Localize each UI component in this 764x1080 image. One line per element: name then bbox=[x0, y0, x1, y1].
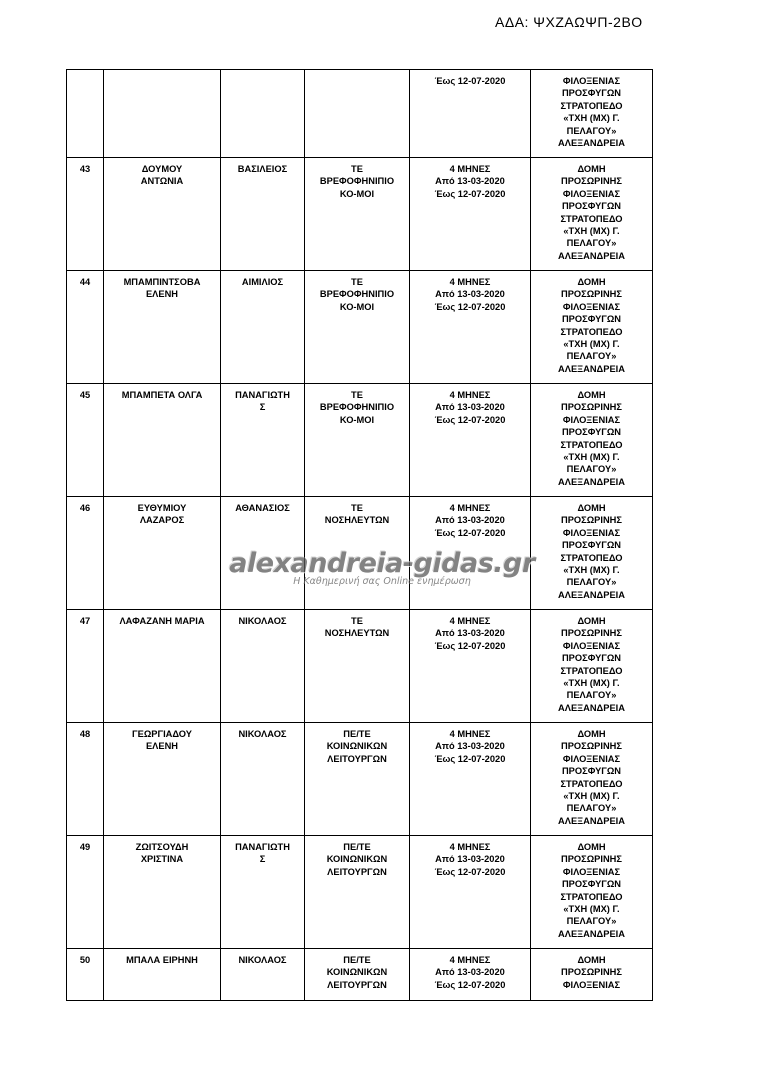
table-row bbox=[67, 271, 653, 384]
cell-location: ΔΟΜΗ ΠΡΟΣΩΡΙΝΗΣ ΦΙΛΟΞΕΝΙΑΣ ΠΡΟΣΦΥΓΩΝ ΣΤΡΑΤΟΠΕΔΟ «ΤΧΗ (ΜΧ) Γ. ΠΕΛΑΓΟΥ» ΑΛΕΞΑΝΔΡΕΙΑ bbox=[531, 271, 653, 384]
ada-code: ΑΔΑ: ΨΧΖΑΩΨΠ-2ΒΟ bbox=[495, 14, 643, 30]
cell-duration: 4 ΜΗΝΕΣ Από 13-03-2020 Έως 12-07-2020 bbox=[410, 158, 531, 271]
cell-father: ΒΑΣΙΛΕΙΟΣ bbox=[221, 158, 305, 271]
cell-specialty: ΤΕ ΝΟΣΗΛΕΥΤΩΝ bbox=[305, 497, 410, 610]
cell-specialty: ΤΕ ΒΡΕΦΟΦΗΝΙΠΙΟ ΚΟ-ΜΟΙ bbox=[305, 271, 410, 384]
cell-location: ΔΟΜΗ ΠΡΟΣΩΡΙΝΗΣ ΦΙΛΟΞΕΝΙΑΣ ΠΡΟΣΦΥΓΩΝ ΣΤΡΑΤΟΠΕΔΟ «ΤΧΗ (ΜΧ) Γ. ΠΕΛΑΓΟΥ» ΑΛΕΞΑΝΔΡΕΙΑ bbox=[531, 158, 653, 271]
cell-number: 49 bbox=[67, 836, 104, 949]
cell-duration: Έως 12-07-2020 bbox=[410, 70, 531, 158]
staff-table bbox=[66, 69, 653, 1001]
table-row bbox=[67, 723, 653, 836]
cell-specialty: ΠΕ/ΤΕ ΚΟΙΝΩΝΙΚΩΝ ΛΕΙΤΟΥΡΓΩΝ bbox=[305, 836, 410, 949]
cell-father: ΠΑΝΑΓΙΩΤΗ Σ bbox=[221, 836, 305, 949]
cell-duration: 4 ΜΗΝΕΣ Από 13-03-2020 Έως 12-07-2020 bbox=[410, 610, 531, 723]
cell-name: ΜΠΑΜΠΙΝΤΣΟΒΑ ΕΛΕΝΗ bbox=[104, 271, 221, 384]
cell-name: ΓΕΩΡΓΙΑΔΟΥ ΕΛΕΝΗ bbox=[104, 723, 221, 836]
cell-location: ΔΟΜΗ ΠΡΟΣΩΡΙΝΗΣ ΦΙΛΟΞΕΝΙΑΣ ΠΡΟΣΦΥΓΩΝ ΣΤΡΑΤΟΠΕΔΟ «ΤΧΗ (ΜΧ) Γ. ΠΕΛΑΓΟΥ» ΑΛΕΞΑΝΔΡΕΙΑ bbox=[531, 610, 653, 723]
cell-name: ΕΥΘΥΜΙΟΥ ΛΑΖΑΡΟΣ bbox=[104, 497, 221, 610]
cell-father: ΝΙΚΟΛΑΟΣ bbox=[221, 610, 305, 723]
cell-number: 46 bbox=[67, 497, 104, 610]
table-row bbox=[67, 949, 653, 1001]
watermark-site: alexandreia-gidas.gr bbox=[229, 548, 535, 579]
cell-duration: 4 ΜΗΝΕΣ Από 13-03-2020 Έως 12-07-2020 bbox=[410, 384, 531, 497]
cell-location: ΔΟΜΗ ΠΡΟΣΩΡΙΝΗΣ ΦΙΛΟΞΕΝΙΑΣ ΠΡΟΣΦΥΓΩΝ ΣΤΡΑΤΟΠΕΔΟ «ΤΧΗ (ΜΧ) Γ. ΠΕΛΑΓΟΥ» ΑΛΕΞΑΝΔΡΕΙΑ bbox=[531, 384, 653, 497]
table-row-continued bbox=[67, 70, 653, 158]
cell-number: 50 bbox=[67, 949, 104, 1001]
table-row bbox=[67, 158, 653, 271]
watermark-tagline: Η Καθημερινή σας Online ενημέρωση bbox=[293, 576, 471, 587]
cell-name: ΜΠΑΛΑ ΕΙΡΗΝΗ bbox=[104, 949, 221, 1001]
cell-father: ΑΙΜΙΛΙΟΣ bbox=[221, 271, 305, 384]
cell-father: ΑΘΑΝΑΣΙΟΣ bbox=[221, 497, 305, 610]
cell-duration: 4 ΜΗΝΕΣ Από 13-03-2020 Έως 12-07-2020 bbox=[410, 949, 531, 1001]
cell-specialty: ΠΕ/ΤΕ ΚΟΙΝΩΝΙΚΩΝ ΛΕΙΤΟΥΡΓΩΝ bbox=[305, 723, 410, 836]
cell-number: 45 bbox=[67, 384, 104, 497]
cell-location: ΔΟΜΗ ΠΡΟΣΩΡΙΝΗΣ ΦΙΛΟΞΕΝΙΑΣ ΠΡΟΣΦΥΓΩΝ ΣΤΡΑΤΟΠΕΔΟ «ΤΧΗ (ΜΧ) Γ. ΠΕΛΑΓΟΥ» ΑΛΕΞΑΝΔΡΕΙΑ bbox=[531, 497, 653, 610]
cell-number: 47 bbox=[67, 610, 104, 723]
cell-father: ΝΙΚΟΛΑΟΣ bbox=[221, 949, 305, 1001]
cell-number bbox=[67, 70, 104, 158]
cell-location: ΔΟΜΗ ΠΡΟΣΩΡΙΝΗΣ ΦΙΛΟΞΕΝΙΑΣ ΠΡΟΣΦΥΓΩΝ ΣΤΡΑΤΟΠΕΔΟ «ΤΧΗ (ΜΧ) Γ. ΠΕΛΑΓΟΥ» ΑΛΕΞΑΝΔΡΕΙΑ bbox=[531, 723, 653, 836]
cell-name: ΛΑΦΑΖΑΝΗ ΜΑΡΙΑ bbox=[104, 610, 221, 723]
cell-father: ΝΙΚΟΛΑΟΣ bbox=[221, 723, 305, 836]
cell-location: ΔΟΜΗ ΠΡΟΣΩΡΙΝΗΣ ΦΙΛΟΞΕΝΙΑΣ ΠΡΟΣΦΥΓΩΝ ΣΤΡΑΤΟΠΕΔΟ «ΤΧΗ (ΜΧ) Γ. ΠΕΛΑΓΟΥ» ΑΛΕΞΑΝΔΡΕΙΑ bbox=[531, 836, 653, 949]
cell-duration: 4 ΜΗΝΕΣ Από 13-03-2020 Έως 12-07-2020 bbox=[410, 723, 531, 836]
cell-number: 44 bbox=[67, 271, 104, 384]
table-row bbox=[67, 384, 653, 497]
cell-father bbox=[221, 70, 305, 158]
cell-specialty: ΤΕ ΒΡΕΦΟΦΗΝΙΠΙΟ ΚΟ-ΜΟΙ bbox=[305, 158, 410, 271]
cell-number: 43 bbox=[67, 158, 104, 271]
cell-number: 48 bbox=[67, 723, 104, 836]
cell-name bbox=[104, 70, 221, 158]
table-row bbox=[67, 836, 653, 949]
cell-duration: 4 ΜΗΝΕΣ Από 13-03-2020 Έως 12-07-2020 bbox=[410, 836, 531, 949]
cell-name: ΖΩΙΤΣΟΥΔΗ ΧΡΙΣΤΙΝΑ bbox=[104, 836, 221, 949]
cell-location: ΔΟΜΗ ΠΡΟΣΩΡΙΝΗΣ ΦΙΛΟΞΕΝΙΑΣ bbox=[531, 949, 653, 1001]
cell-duration: 4 ΜΗΝΕΣ Από 13-03-2020 Έως 12-07-2020 bbox=[410, 271, 531, 384]
cell-name: ΜΠΑΜΠΕΤΑ ΟΛΓΑ bbox=[104, 384, 221, 497]
cell-specialty: ΤΕ ΝΟΣΗΛΕΥΤΩΝ bbox=[305, 610, 410, 723]
cell-father: ΠΑΝΑΓΙΩΤΗ Σ bbox=[221, 384, 305, 497]
table-row bbox=[67, 610, 653, 723]
cell-specialty: ΠΕ/ΤΕ ΚΟΙΝΩΝΙΚΩΝ ΛΕΙΤΟΥΡΓΩΝ bbox=[305, 949, 410, 1001]
cell-name: ΔΟΥΜΟΥ ΑΝΤΩΝΙΑ bbox=[104, 158, 221, 271]
table-row bbox=[67, 497, 653, 610]
cell-specialty bbox=[305, 70, 410, 158]
cell-location: ΦΙΛΟΞΕΝΙΑΣ ΠΡΟΣΦΥΓΩΝ ΣΤΡΑΤΟΠΕΔΟ «ΤΧΗ (ΜΧ) Γ. ΠΕΛΑΓΟΥ» ΑΛΕΞΑΝΔΡΕΙΑ bbox=[531, 70, 653, 158]
cell-duration: 4 ΜΗΝΕΣ Από 13-03-2020 Έως 12-07-2020 bbox=[410, 497, 531, 610]
cell-specialty: ΤΕ ΒΡΕΦΟΦΗΝΙΠΙΟ ΚΟ-ΜΟΙ bbox=[305, 384, 410, 497]
